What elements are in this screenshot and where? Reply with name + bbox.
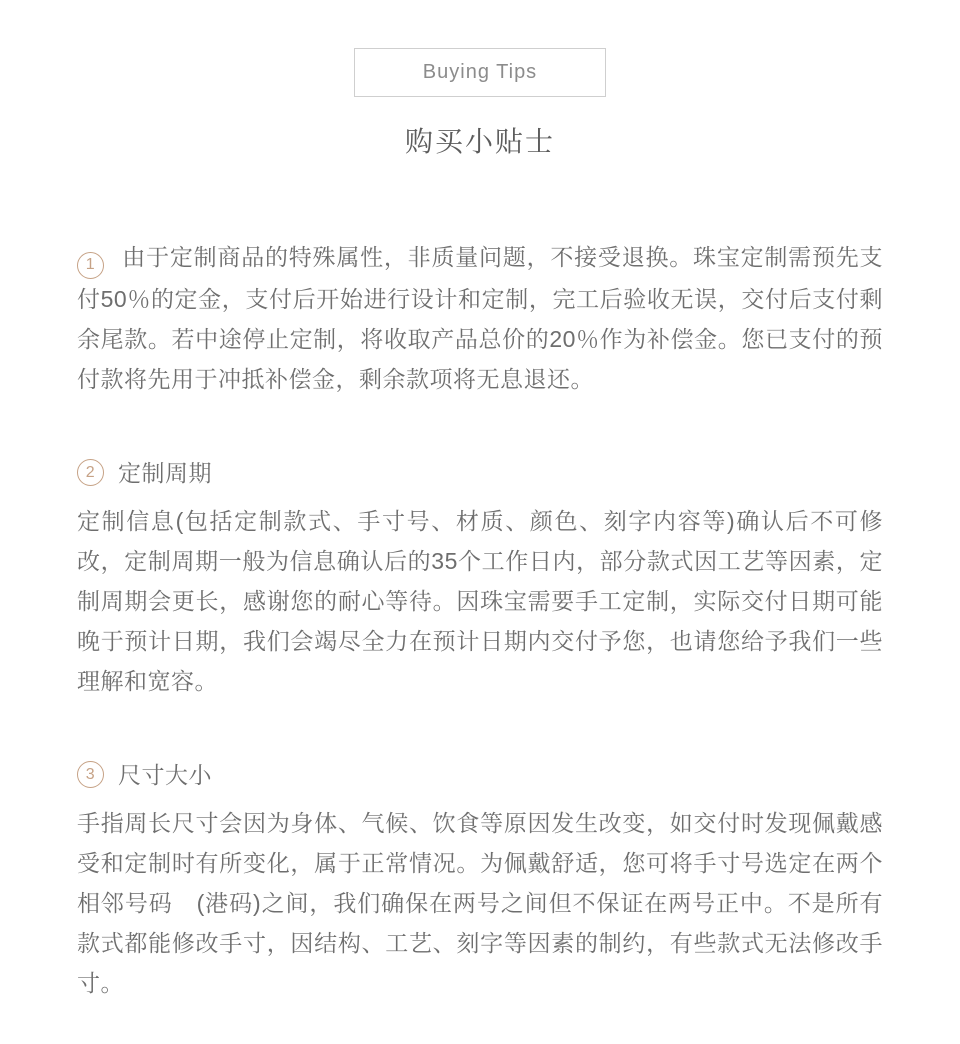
tip-body-3: 手指周长尺寸会因为身体、气候、饮食等原因发生改变，如交付时发现佩戴感受和定制时有所变化，属于正常情况。为佩戴舒适，您可将手寸号选定在两个相邻号码 (港码)之间，我们确保在两号之间但不保证在两号正中。不是所有款式都能修改手寸，因结构、工艺、刻字等因素的制约，有些款式无法修改手寸。 <box>77 809 883 996</box>
tip-heading-text-2: 定制周期 <box>118 459 212 486</box>
tip-heading-2 <box>77 453 883 493</box>
english-title: Buying Tips <box>422 61 538 83</box>
tip-body-1: 由于定制商品的特殊属性，非质量问题，不接受退换。珠宝定制需预先支付50％的定金，支付后开始进行设计和定制，完工后验收无误，交付后支付剩余尾款。若中途停止定制，将收取产品总价的20％作为补偿金。您已支付的预付款将先用于冲抵补偿金，剩余款项将无息退还。 <box>77 244 883 392</box>
tip-item-3 <box>77 755 883 1003</box>
tip-item-2 <box>77 453 883 701</box>
tip-number-badge-1: 1 <box>77 252 104 279</box>
english-title-box <box>354 48 606 97</box>
tips-content <box>77 237 883 1003</box>
tip-item-1 <box>77 237 883 399</box>
page-title: 购买小贴士 <box>404 126 555 157</box>
tip-number-badge-3: 3 <box>77 761 104 788</box>
tip-number-badge-2: 2 <box>77 459 104 486</box>
tip-heading-text-3: 尺寸大小 <box>118 761 212 788</box>
tip-body-2: 定制信息(包括定制款式、手寸号、材质、颜色、刻字内容等)确认后不可修改，定制周期一般为信息确认后的35个工作日内，部分款式因工艺等因素，定制周期会更长，感谢您的耐心等待。因珠宝需要手工定制，实际交付日期可能晚于预计日期，我们会竭尽全力在预计日期内交付予您，也请您给予我们一些理解和宽容。 <box>77 507 883 694</box>
page-header <box>0 0 960 160</box>
tip-heading-3 <box>77 755 883 795</box>
